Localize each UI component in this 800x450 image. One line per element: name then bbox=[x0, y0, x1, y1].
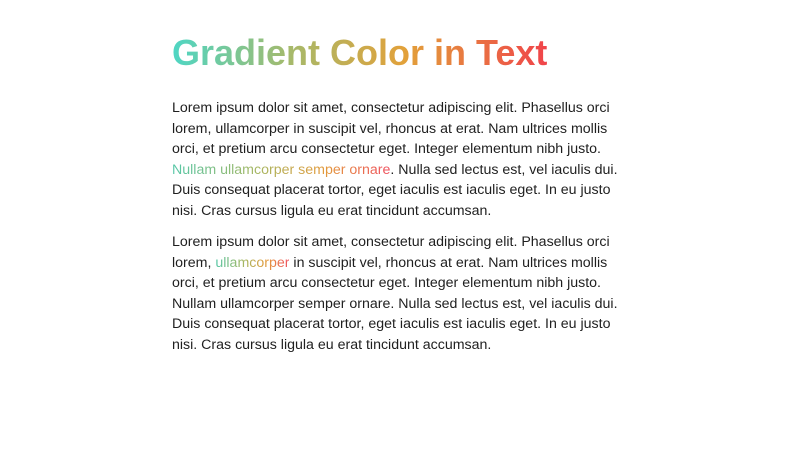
paragraph-2 bbox=[172, 232, 628, 355]
paragraph-2-text-after: in suscipit vel, rhoncus at erat. Nam ultrices mollis orci, et pretium arcu consectetur eget. Integer elementum nibh justo. Nullam ullamcorper semper ornare. Nulla sed lectus est, vel iaculis dui. Duis consequat placerat tortor, eget iaculis est iaculis eget. In eu justo nisi. Cras cursus ligula eu erat tincidunt accumsan. bbox=[172, 254, 618, 353]
gradient-link-1[interactable]: Nullam ullamcorper semper ornare bbox=[172, 161, 391, 178]
gradient-link-2[interactable]: ullamcorper bbox=[215, 254, 290, 271]
page-title: Gradient Color in Text bbox=[172, 30, 547, 76]
paragraph-1 bbox=[172, 98, 628, 221]
paragraph-1-text-after: . Nulla sed lectus est, vel iaculis dui. Duis consequat placerat tortor, eget iaculis est iaculis eget. In eu justo nisi. Cras cursus ligula eu erat tincidunt accumsan. bbox=[172, 161, 618, 219]
paragraph-1-text-before: Lorem ipsum dolor sit amet, consectetur adipiscing elit. Phasellus orci lorem, ullamcorper in suscipit vel, rhoncus at erat. Nam ultrices mollis orci, et pretium arcu consectetur eget. Integer elementum nibh justo. bbox=[172, 100, 610, 157]
content-container bbox=[172, 30, 628, 355]
paragraph-2-text-before: Lorem ipsum dolor sit amet, consectetur adipiscing elit. Phasellus orci lorem, bbox=[172, 234, 610, 271]
